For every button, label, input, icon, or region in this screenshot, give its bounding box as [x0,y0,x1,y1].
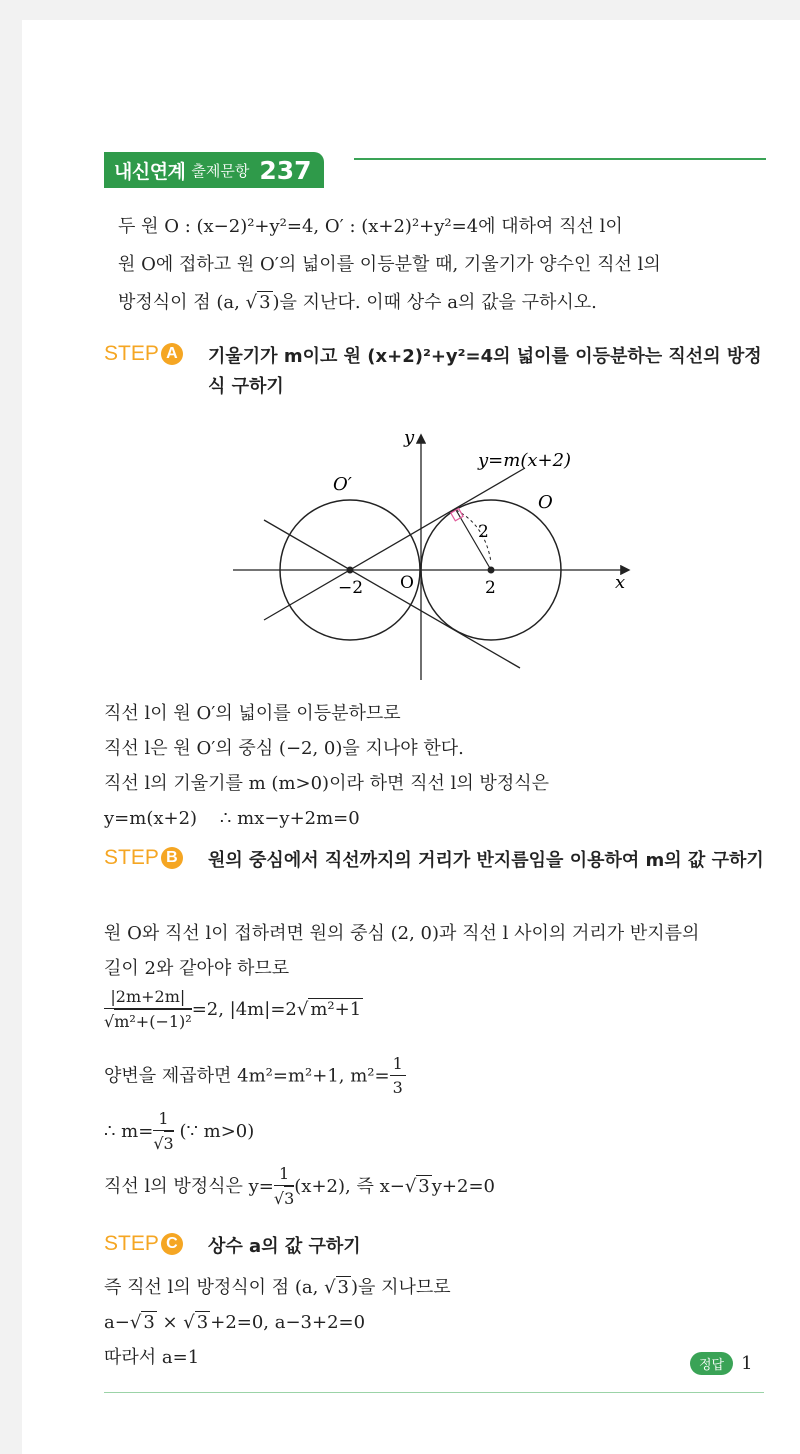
step-c-title: 상수 a의 값 구하기 [208,1236,361,1257]
tangent-line-negative [264,520,520,668]
y-axis-label: y [404,427,415,448]
tick-pos-2: 2 [485,578,496,598]
problem-line-1: 두 원 O : (x−2)²+y²=4, O′ : (x+2)²+y²=4에 대하여 직선 l이 [118,216,623,237]
body-c-line-3: 따라서 a=1 [104,1347,200,1368]
radius-label: 2 [478,522,489,542]
line-equation: 직선 l의 방정식은 y= $\frac{1}{√3}$ (x+2), 즉 x−√ 3 y+2=0 [104,1163,764,1211]
distance-fraction: $\frac{|2m+2m|}{\text{√m²+(−1)²}}$ [104,986,192,1034]
body-a-line-3: 직선 l의 기울기를 m (m>0)이라 하면 직선 l의 방정식은 [104,773,549,794]
step-c-badge: STEP C [104,1232,183,1256]
body-b-line-1: 원 O와 직선 l이 접하려면 원의 중심 (2, 0)과 직선 l 사이의 거리가 반지름의 [104,923,700,944]
x-axis-label: x [615,572,626,593]
body-a-line-2: 직선 l은 원 O′의 중심 (−2, 0)을 지나야 한다. [104,738,464,759]
step-c-body [104,1270,764,1375]
answer-value: 1 [741,1353,753,1374]
circle-o-label: O [538,492,553,513]
body-b-line-2: 길이 2와 같아야 하므로 [104,958,290,979]
answer-badge: 정답 [690,1352,733,1375]
problem-line-2: 원 O에 접하고 원 O′의 넓이를 이등분할 때, 기울기가 양수인 직선 l의 [118,254,661,275]
center-o-prime-dot [347,567,354,574]
step-b-badge: STEP B [104,846,183,870]
body-c-line-1: 즉 직선 l의 방정식이 점 (a, √ 3 )을 지나므로 [104,1277,451,1298]
squared-equation: 양변을 제곱하면 4m²=m²+1, m²= $\frac{1}{3}$ [104,1053,764,1100]
problem-number: 237 [259,155,312,185]
step-b-body [104,916,764,986]
distance-equation: $\frac{|2m+2m|}{\text{√m²+(−1)²}}$ =2, |4m|=2√ m²+1 [104,986,764,1034]
line-label: y=m(x+2) [478,450,572,471]
body-a-line-4: y=m(x+2) ∴ mx−y+2m=0 [104,808,360,829]
header-sub: 출제문항 [191,161,250,180]
step-c-letter: C [161,1233,183,1255]
circles-figure [0,0,800,700]
origin-label: O [400,573,414,593]
step-b-title: 원의 중심에서 직선까지의 거리가 반지름임을 이용하여 m의 값 구하기 [208,850,764,871]
step-a-badge: STEP A [104,342,183,366]
answer [690,1352,753,1375]
header-label: 내신연계 [114,160,186,183]
step-a-title: 기울기가 m이고 원 (x+2)²+y²=4의 넓이를 이등분하는 직선의 방정식 구하기 [208,346,762,397]
m-value: ∴ m= $\frac{1}{√3}$ (∵ m>0) [104,1108,764,1156]
step-b-letter: B [161,847,183,869]
sqrt: √ 3 [245,292,271,313]
step-a-body [104,696,764,836]
body-a-line-1: 직선 l이 원 O′의 넓이를 이등분하므로 [104,703,401,724]
body-c-line-2: a−√ 3 × √ 3 +2=0, a−3+2=0 [104,1312,366,1333]
step-a-letter: A [161,343,183,365]
bottom-rule [104,1392,764,1393]
center-o-dot [488,567,495,574]
circle-o-prime-label: O′ [333,474,352,495]
tick-neg-2: −2 [338,578,364,598]
problem-line-3: 방정식이 점 (a, √ 3 )을 지난다. 이때 상수 a의 값을 구하시오. [118,284,768,322]
